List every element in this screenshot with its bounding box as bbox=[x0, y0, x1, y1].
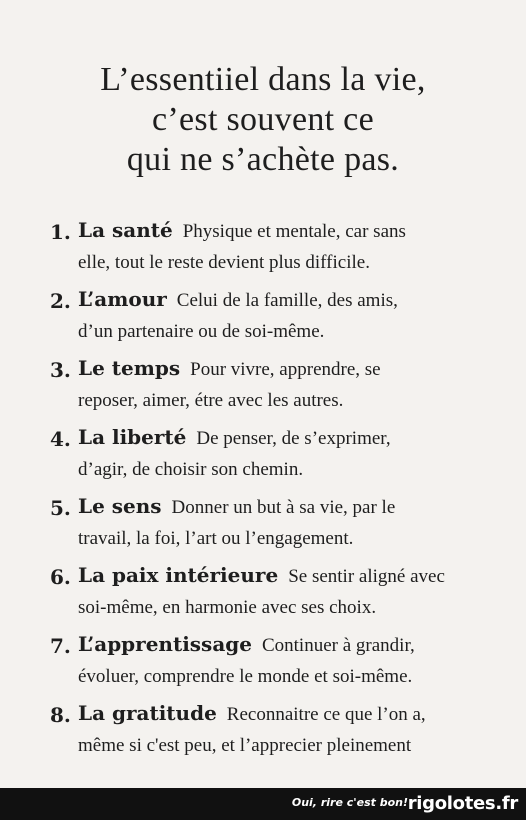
item-number: 4. bbox=[50, 427, 71, 451]
list-item bbox=[50, 356, 510, 425]
item-description-line-1: Se sentir aligné avec bbox=[288, 566, 445, 587]
item-description-line-2: soi-même, en harmonie avec ses choix. bbox=[78, 597, 377, 618]
footer-bar bbox=[0, 788, 526, 820]
list-item bbox=[50, 218, 510, 287]
essentials-list bbox=[50, 218, 510, 770]
item-description-line-1: De penser, de s’exprimer, bbox=[196, 428, 391, 449]
item-description-line-2: même si c'est peu, et l’apprecier pleinement bbox=[78, 735, 412, 756]
item-description-line-1: Celui de la famille, des amis, bbox=[176, 290, 398, 311]
list-item bbox=[50, 287, 510, 356]
item-number: 3. bbox=[50, 358, 71, 382]
item-description-line-1: Reconnaitre ce que l’on a, bbox=[226, 704, 426, 725]
item-heading: La paix intérieure bbox=[78, 563, 279, 587]
item-heading: La santé bbox=[78, 218, 173, 242]
list-item bbox=[50, 425, 510, 494]
page-title bbox=[0, 60, 526, 180]
item-heading: La gratitude bbox=[78, 701, 217, 725]
item-description-line-1: Physique et mentale, car sans bbox=[182, 221, 406, 242]
item-heading: L’apprentissage bbox=[78, 632, 252, 656]
item-description-line-2: travail, la foi, l’art ou l’engagement. bbox=[78, 528, 354, 549]
item-description-line-2: d’un partenaire ou de soi-même. bbox=[78, 321, 325, 342]
list-item bbox=[50, 494, 510, 563]
item-heading: Le temps bbox=[78, 356, 181, 380]
item-number: 1. bbox=[50, 220, 71, 244]
item-description-line-2: elle, tout le reste devient plus difficile. bbox=[78, 252, 370, 273]
title-line-2: c’est souvent ce bbox=[152, 101, 374, 138]
item-number: 6. bbox=[50, 565, 71, 589]
footer-tagline: Oui, rire c'est bon! bbox=[291, 796, 408, 809]
item-description-line-1: Continuer à grandir, bbox=[261, 635, 415, 656]
item-number: 2. bbox=[50, 289, 71, 313]
item-heading: Le sens bbox=[78, 494, 162, 518]
list-item bbox=[50, 563, 510, 632]
list-item bbox=[50, 632, 510, 701]
item-description-line-2: évoluer, comprendre le monde et soi-même. bbox=[78, 666, 413, 687]
item-number: 5. bbox=[50, 496, 71, 520]
item-heading: L’amour bbox=[78, 287, 167, 311]
item-number: 8. bbox=[50, 703, 71, 727]
item-description-line-2: d’agir, de choisir son chemin. bbox=[78, 459, 304, 480]
title-line-3: qui ne s’achète pas. bbox=[126, 141, 400, 178]
item-description-line-1: Pour vivre, apprendre, se bbox=[190, 359, 381, 380]
item-description-line-1: Donner un but à sa vie, par le bbox=[171, 497, 396, 518]
list-item bbox=[50, 701, 510, 770]
item-heading: La liberté bbox=[78, 425, 187, 449]
item-number: 7. bbox=[50, 634, 71, 658]
title-line-1: L’essentiiel dans la vie, bbox=[100, 61, 426, 98]
item-description-line-2: reposer, aimer, étre avec les autres. bbox=[78, 390, 344, 411]
site-logo[interactable]: rigolotes.fr bbox=[407, 793, 518, 814]
